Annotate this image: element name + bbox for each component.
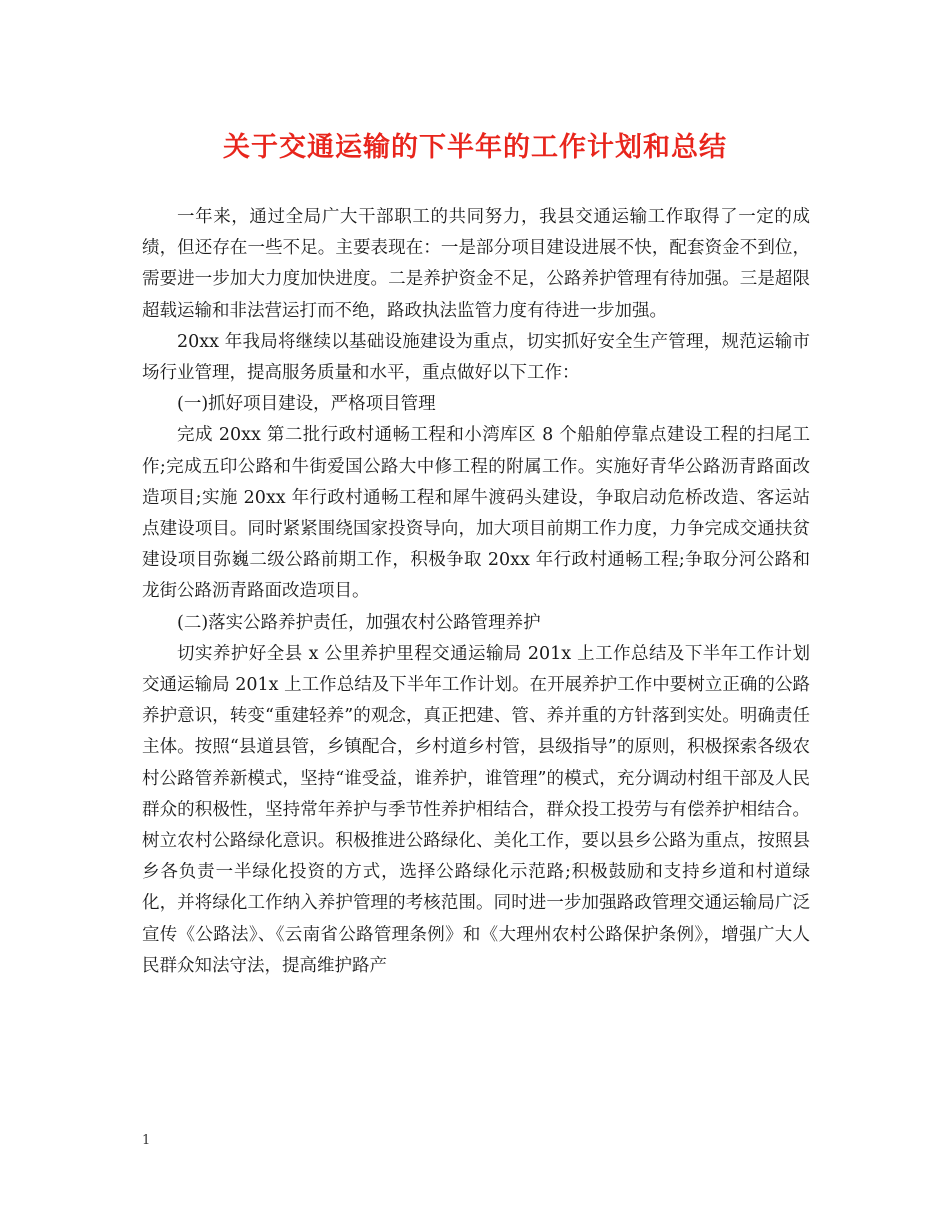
paragraph-road-maintenance: 切实养护好全县 x 公里养护里程交通运输局 201x 上工作总结及下半年工作计划交通运输局 201x 上工作总结及下半年工作计划。在开展养护工作中要树立正确的公路养护意识，转变“重建轻养”的观念，真正把建、管、养并重的方针落到实处。明确责任主体。按照“县道县管，乡镇配合，乡村道乡村管，县级指导”的原则，积极探索各级农村公路管养新模式，坚持“谁受益，谁养护，谁管理”的模式，充分调动村组干部及人民群众的积极性，坚持常年养护与季节性养护相结合，群众投工投劳与有偿养护相结合。树立农村公路绿化意识。积极推进公路绿化、美化工作，要以县乡公路为重点，按照县乡各负责一半绿化投资的方式，选择公路绿化示范路;积极鼓励和支持乡道和村道绿化，并将绿化工作纳入养护管理的考核范围。同时进一步加强路政管理交通运输局广泛宣传《公路法》、《云南省公路管理条例》和《大理州农村公路保护条例》，增强广大人民群众知法守法，提高维护路产 [142,643,810,976]
paragraph-intro: 一年来，通过全局广大干部职工的共同努力，我县交通运输工作取得了一定的成绩，但还存在一些不足。主要表现在：一是部分项目建设进展不快，配套资金不到位，需要进一步加大力度加快进度。二是养护资金不足，公路养护管理有待加强。三是超限超载运输和非法营运打而不绝，路政执法监管力度有待进一步加强。 [142,207,810,321]
document-title: 关于交通运输的下半年的工作计划和总结 [223,132,727,163]
page-number: 1 [142,1133,151,1148]
section-heading-2: (二)落实公路养护责任，加强农村公路管理养护 [177,612,541,633]
paragraph-project-construction: 完成 20xx 第二批行政村通畅工程和小湾库区 8 个船舶停靠点建设工程的扫尾工作;完成五印公路和牛街爱国公路大中修工程的附属工作。实施好青华公路沥青路面改造项目;实施 20xx 年行政村通畅工程和犀牛渡码头建设，争取启动危桥改造、客运站点建设项目。同时紧紧围绕国家投资导向，加大项目前期工作力度，力争完成交通扶贫建设项目弥巍二级公路前期工作，积极争取 20xx 年行政村通畅工程;争取分河公路和龙街公路沥青路面改造项目。 [142,425,810,602]
section-heading-1: (一)抓好项目建设，严格项目管理 [177,394,436,415]
paragraph-plan-overview: 20xx 年我局将继续以基础设施建设为重点，切实抓好安全生产管理，规范运输市场行业管理，提高服务质量和水平，重点做好以下工作： [142,331,810,384]
document-body [142,202,810,982]
